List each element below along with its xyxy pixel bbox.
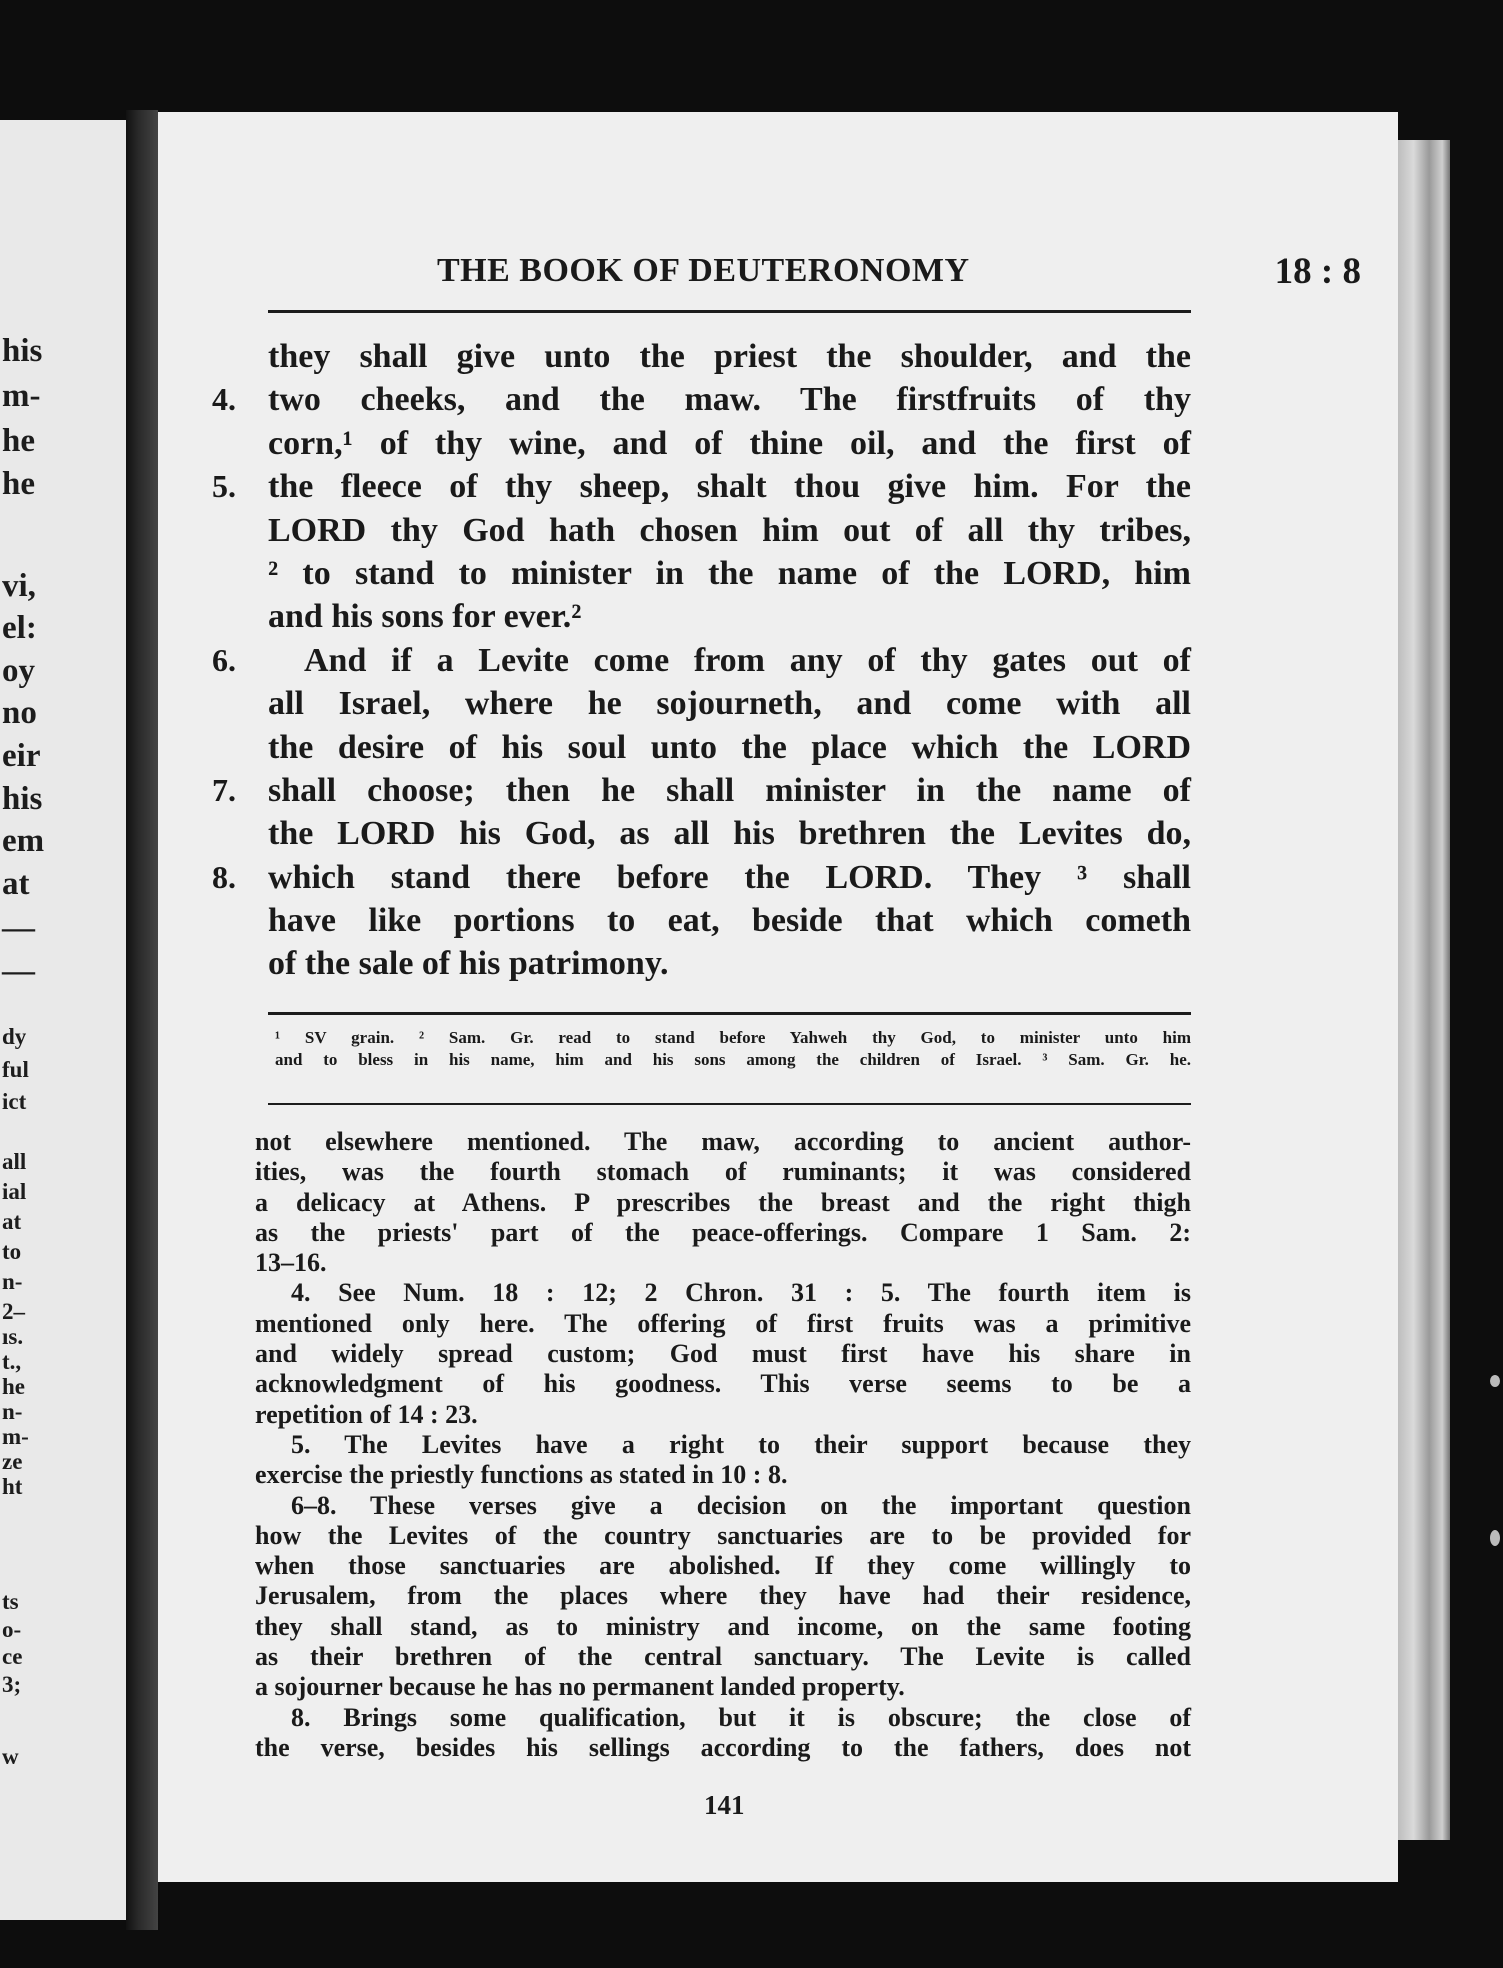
verse-text: the desire of his soul unto the place which the LORD <box>268 728 1191 766</box>
commentary-line: 8. Brings some qualification, but it is obscure; the close of <box>291 1702 1191 1732</box>
left-page-fragment: 2– <box>2 1299 25 1324</box>
verse-line <box>268 812 1191 855</box>
page-speck <box>1490 1530 1500 1546</box>
left-page-fragment: his <box>2 333 43 369</box>
left-page-fragment: ht <box>2 1474 23 1499</box>
verse-text: all Israel, where he sojourneth, and come with all <box>268 685 1191 723</box>
left-page-fragment: — <box>2 953 35 989</box>
verse-text: of the sale of his patrimony. <box>268 945 669 983</box>
left-page-fragment: t., <box>2 1349 22 1374</box>
book-gutter <box>126 110 158 1930</box>
verse-number: 4. <box>212 381 236 418</box>
commentary-line: the verse, besides his sellings according to the fathers, does not <box>255 1732 1191 1762</box>
footnote-line: ¹ SV grain. ² Sam. Gr. read to stand before Yahweh thy God, to minister unto him <box>275 1028 1191 1047</box>
verse-line <box>268 682 1191 725</box>
commentary-line: 5. The Levites have a right to their support because they <box>291 1429 1191 1459</box>
left-page-fragment: dy <box>2 1024 27 1049</box>
left-page-fragment: m- <box>2 378 41 414</box>
verse-line <box>268 552 1191 595</box>
left-page-fragment: — <box>2 910 35 946</box>
verse-line <box>212 769 1191 812</box>
left-page-fragment: ze <box>2 1449 23 1474</box>
commentary-line: a delicacy at Athens. P prescribes the breast and the right thigh <box>255 1187 1191 1217</box>
left-page-fragment: 3; <box>2 1672 22 1697</box>
left-page-fragment: his <box>2 781 43 817</box>
left-page-fragment: ts <box>2 1589 19 1614</box>
left-page-fragment: oy <box>2 653 35 689</box>
commentary-line: ities, was the fourth stomach of ruminants; it was considered <box>255 1157 1191 1187</box>
verse-line <box>212 378 1191 421</box>
verse-text: ² to stand to minister in the name of the LORD, him <box>268 554 1191 592</box>
left-page-fragment: at <box>2 866 30 902</box>
commentary-line: as their brethren of the central sanctuary. The Levite is called <box>255 1642 1191 1672</box>
verse-text: And if a Levite come from any of thy gates out of <box>304 641 1191 679</box>
verse-number: 8. <box>212 858 236 895</box>
verse-line <box>212 465 1191 508</box>
verse-number: 7. <box>212 771 236 808</box>
verse-line <box>268 509 1191 552</box>
verse-line <box>268 595 1191 638</box>
left-page-fragment: ıs. <box>2 1324 24 1349</box>
left-page-fragment: n- <box>2 1269 23 1294</box>
left-page-fragment: ial <box>2 1179 27 1204</box>
verse-number: 6. <box>212 641 236 678</box>
verse-line <box>212 639 1191 682</box>
commentary-line: Jerusalem, from the places where they have had their residence, <box>255 1581 1191 1611</box>
left-page-fragment: ict <box>2 1089 27 1114</box>
verse-number: 5. <box>212 468 236 505</box>
verse-line <box>268 726 1191 769</box>
commentary-line: and widely spread custom; God must first have his share in <box>255 1339 1191 1369</box>
left-facing-page <box>0 120 128 1920</box>
header-rule <box>268 310 1191 313</box>
footnote-rule-bottom <box>268 1103 1191 1105</box>
page-number: 141 <box>704 1790 745 1820</box>
left-page-fragment: o- <box>2 1617 22 1642</box>
left-page-fragment: he <box>2 1374 25 1399</box>
verse-text: shall choose; then he shall minister in the name of <box>268 771 1191 809</box>
verse-text: which stand there before the LORD. They ³ shall <box>268 858 1191 896</box>
commentary-line: they shall stand, as to ministry and income, on the same footing <box>255 1611 1191 1641</box>
footnote-rule-top <box>268 1012 1191 1015</box>
commentary-line: mentioned only here. The offering of first fruits was a primitive <box>255 1308 1191 1338</box>
left-page-fragment: he <box>2 423 35 459</box>
left-page-fragment: w <box>2 1744 19 1769</box>
left-page-fragment: eir <box>2 738 41 774</box>
verse-text: the LORD his God, as all his brethren the Levites do, <box>268 815 1191 853</box>
verse-line <box>268 899 1191 942</box>
left-page-fragment: n- <box>2 1399 23 1424</box>
page-edge <box>1398 140 1450 1840</box>
chapter-verse-ref: 18 : 8 <box>1274 251 1361 292</box>
verse-line <box>268 422 1191 465</box>
commentary <box>255 1127 1191 1763</box>
commentary-line: repetition of 14 : 23. <box>255 1399 478 1429</box>
left-page-fragment: ful <box>2 1057 29 1082</box>
commentary-line: 4. See Num. 18 : 12; 2 Chron. 31 : 5. The fourth item is <box>291 1278 1191 1308</box>
commentary-line: 13–16. <box>255 1248 327 1278</box>
verse-line <box>268 335 1191 378</box>
left-page-fragment: to <box>2 1239 22 1264</box>
commentary-line: when those sanctuaries are abolished. If they come willingly to <box>255 1551 1191 1581</box>
verse-line <box>212 856 1191 899</box>
left-page-fragment: he <box>2 466 35 502</box>
verse-text: the fleece of thy sheep, shalt thou give him. For the <box>268 468 1191 506</box>
left-page-fragment: vi, <box>2 568 36 604</box>
commentary-line: not elsewhere mentioned. The maw, according to ancient author- <box>255 1127 1191 1156</box>
scripture-text <box>212 335 1191 986</box>
left-page-fragment: m- <box>2 1424 29 1449</box>
left-page-fragment: em <box>2 823 45 859</box>
commentary-line: 6–8. These verses give a decision on the important question <box>291 1490 1191 1520</box>
verse-text: corn,¹ of thy wine, and of thine oil, and the first of <box>268 424 1191 462</box>
commentary-line: acknowledgment of his goodness. This verse seems to be a <box>255 1369 1191 1399</box>
verse-text: have like portions to eat, beside that which cometh <box>268 902 1191 940</box>
footnote-line: and to bless in his name, him and his sons among the children of Israel. ³ Sam. Gr. he. <box>275 1050 1191 1069</box>
verse-text: LORD thy God hath chosen him out of all thy tribes, <box>268 511 1191 549</box>
verse-line <box>268 942 1191 985</box>
verse-text: and his sons for ever.² <box>268 598 582 636</box>
commentary-line: as the priests' part of the peace-offerings. Compare 1 Sam. 2: <box>255 1217 1191 1247</box>
commentary-line: how the Levites of the country sanctuaries are to be provided for <box>255 1520 1191 1550</box>
left-page-fragment: ce <box>2 1644 23 1669</box>
left-page-fragment: no <box>2 695 37 731</box>
running-header <box>275 251 1361 308</box>
running-title: THE BOOK OF DEUTERONOMY <box>437 252 970 289</box>
verse-text: two cheeks, and the maw. The firstfruits of thy <box>268 381 1191 419</box>
commentary-line: exercise the priestly functions as stated in 10 : 8. <box>255 1460 788 1490</box>
page-speck <box>1490 1375 1500 1387</box>
left-page-fragment: el: <box>2 610 37 646</box>
left-page-fragment: at <box>2 1209 22 1234</box>
commentary-line: a sojourner because he has no permanent landed property. <box>255 1672 905 1702</box>
left-page-fragment: all <box>2 1149 27 1174</box>
footnotes <box>275 1027 1191 1071</box>
verse-text: they shall give unto the priest the shoulder, and the <box>268 338 1191 375</box>
